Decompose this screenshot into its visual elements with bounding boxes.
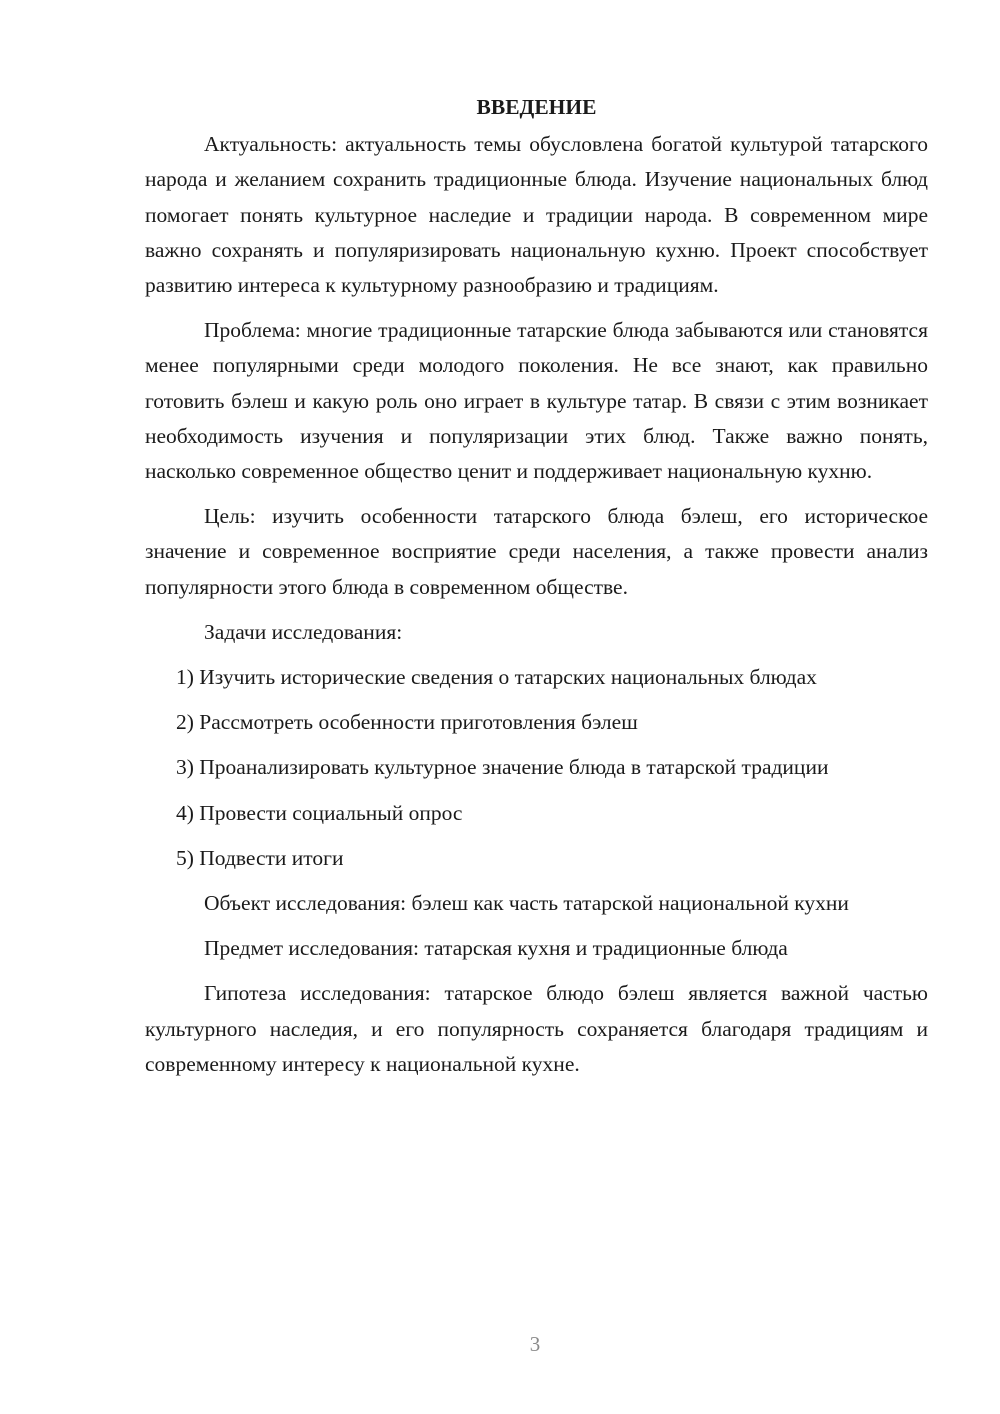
- page-title: ВВЕДЕНИЕ: [476, 95, 597, 119]
- paragraph-object: Объект исследования: бэлеш как часть татарской национальной кухни: [204, 891, 849, 916]
- task-item-4: 4) Провести социальный опрос: [176, 800, 463, 825]
- task-item-5: 5) Подвести итоги: [176, 845, 344, 870]
- paragraph-relevance: Актуальность: актуальность темы обусловлена богатой культурой татарского народа и желанием сохранить традиционные блюда. Изучение национальных блюд помогает понять культурное наследие и традиции народа. В современном мире важно сохранять и популяризировать национальную кухню. Проект способствует развитию интереса к культурному разнообразию и традициям.: [145, 132, 928, 298]
- page-number: 3: [529, 1332, 541, 1356]
- paragraph-goal: Цель: изучить особенности татарского блюда бэлеш, его историческое значение и современное восприятие среди населения, а также провести анализ популярности этого блюда в современном обществе.: [145, 504, 928, 599]
- task-item-2: 2) Рассмотреть особенности приготовления бэлеш: [176, 710, 638, 735]
- paragraph-hypothesis: Гипотеза исследования: татарское блюдо бэлеш является важной частью культурного наследия, и его популярность сохраняется благодаря традициям и современному интересу к национальной кухне.: [145, 981, 928, 1076]
- paragraph-problem: Проблема: многие традиционные татарские блюда забываются или становятся менее популярными среди молодого поколения. Не все знают, как правильно готовить бэлеш и какую роль оно играет в культуре татар. В связи с этим возникает необходимость изучения и популяризации этих блюд. Также важно понять, насколько современное общество ценит и поддерживает национальную кухню.: [145, 318, 928, 484]
- task-item-1: 1) Изучить исторические сведения о татарских национальных блюдах: [176, 665, 817, 690]
- tasks-heading: Задачи исследования:: [204, 619, 403, 644]
- page-content: [145, 90, 928, 1092]
- paragraph-subject: Предмет исследования: татарская кухня и традиционные блюда: [204, 936, 788, 961]
- task-item-3: 3) Проанализировать культурное значение блюда в татарской традиции: [176, 755, 829, 780]
